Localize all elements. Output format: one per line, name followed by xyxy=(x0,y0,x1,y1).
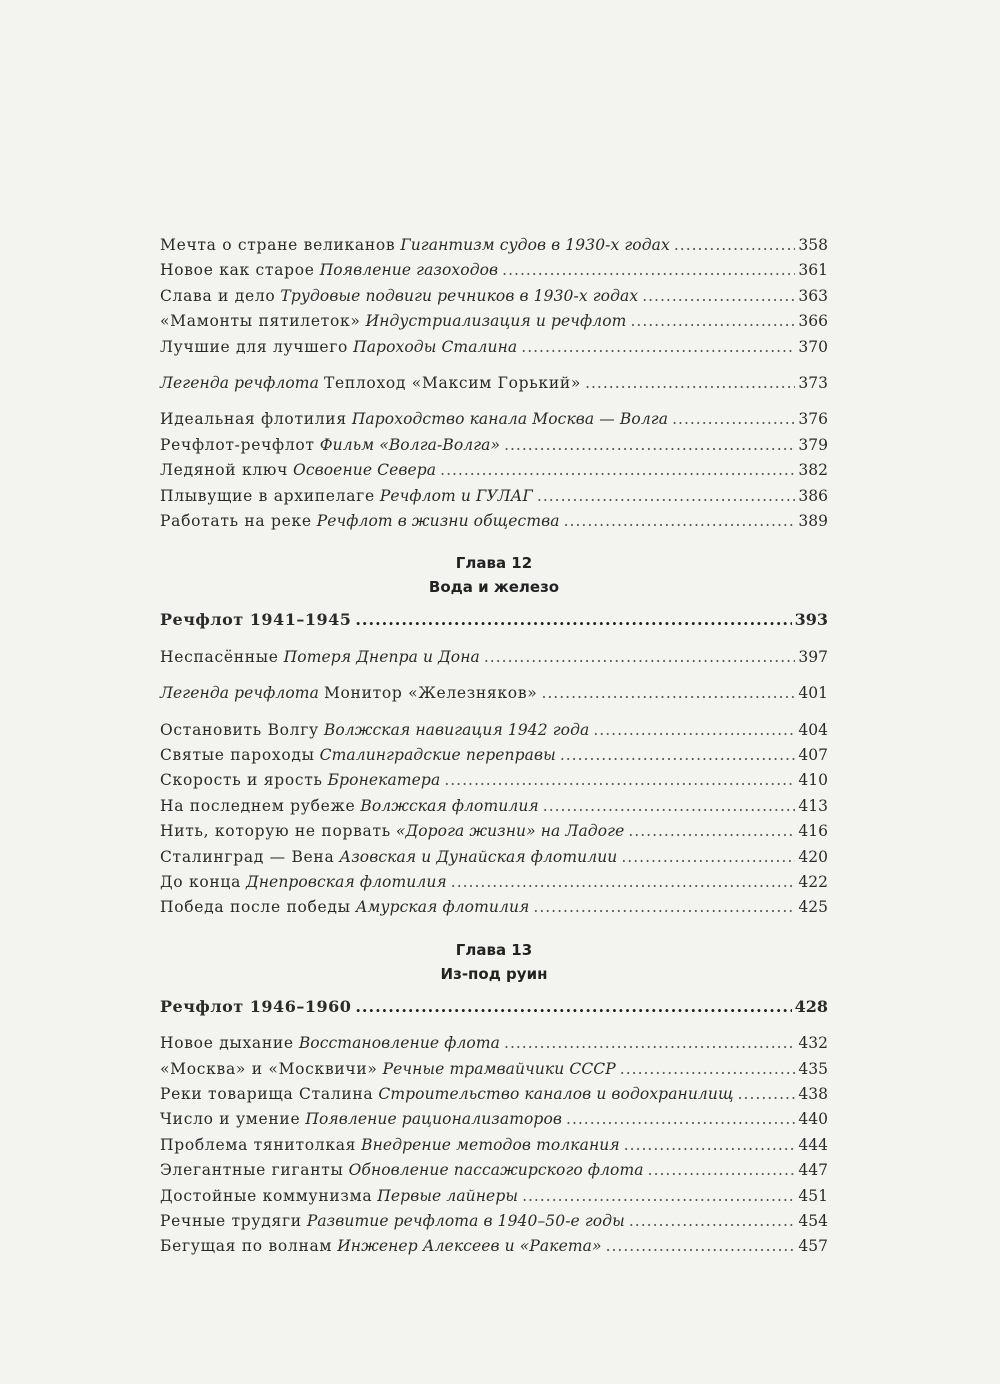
entry-subtitle: Азовская и Дунайская флотилии xyxy=(339,847,618,866)
entry-title: Победа после победы xyxy=(160,898,351,917)
dot-leader xyxy=(440,457,795,483)
toc-entry[interactable] xyxy=(160,508,828,534)
dot-leader xyxy=(533,894,795,920)
entry-subtitle: Освоение Севера xyxy=(293,461,437,480)
dot-leader xyxy=(621,844,795,870)
page-number: 413 xyxy=(798,796,828,815)
entry-title: Новое как старое xyxy=(160,261,315,280)
toc-entry[interactable] xyxy=(160,742,828,768)
entry-subtitle: Речные трамвайчики СССР xyxy=(382,1059,616,1078)
entry-subtitle: Амурская флотилия xyxy=(355,898,530,917)
dot-leader xyxy=(642,283,795,309)
page-number: 376 xyxy=(798,410,828,429)
toc-entry[interactable] xyxy=(160,1030,828,1056)
entry-title: Речфлот-речфлот xyxy=(160,435,315,454)
page-number: 389 xyxy=(798,512,828,530)
entry-subtitle: Появление рационализаторов xyxy=(305,1110,563,1129)
toc-entry[interactable] xyxy=(160,1157,828,1183)
page-number: 382 xyxy=(798,461,828,480)
page-number: 366 xyxy=(798,312,828,331)
entry-title: Теплоход «Максим Горький» xyxy=(323,374,582,392)
chapter-label: Глава 13 xyxy=(455,940,533,959)
toc-entry[interactable] xyxy=(160,1056,828,1082)
toc-entry[interactable] xyxy=(160,257,828,283)
dot-leader xyxy=(738,1081,796,1107)
entry-subtitle: Трудовые подвиги речников в 1930-х годах xyxy=(280,286,639,305)
toc-entry[interactable] xyxy=(160,1081,828,1107)
toc-entry[interactable] xyxy=(160,1106,828,1132)
entry-subtitle: Строительство каналов и водохранилищ xyxy=(378,1085,734,1103)
page-number: 386 xyxy=(798,486,828,505)
entry-subtitle: Индустриализация и речфлот xyxy=(365,312,627,331)
page-number: 393 xyxy=(794,610,828,630)
entry-title: Работать на реке xyxy=(160,512,312,530)
page-number: 422 xyxy=(798,873,828,891)
entry-subtitle: Развитие речфлота в 1940–50-е годы xyxy=(306,1212,625,1230)
toc-entry[interactable] xyxy=(160,483,828,509)
entry-title: Речфлот 1941–1945 xyxy=(160,610,352,630)
dot-leader xyxy=(355,994,791,1020)
dot-leader xyxy=(672,406,795,432)
dot-leader xyxy=(355,607,791,633)
page-number: 363 xyxy=(798,286,828,305)
entry-title: Неспасённые xyxy=(160,647,279,666)
dot-leader xyxy=(620,1056,796,1082)
entry-subtitle: «Дорога жизни» на Ладоге xyxy=(395,822,625,841)
toc-entry[interactable] xyxy=(160,869,828,895)
dot-leader xyxy=(629,1208,796,1234)
page-number: 457 xyxy=(798,1237,828,1256)
chapter-name: Вода и железо xyxy=(428,578,560,597)
dot-leader xyxy=(522,1183,795,1209)
entry-title: Реки товарища Сталина xyxy=(160,1085,374,1103)
entry-title: Идеальная флотилия xyxy=(160,410,347,429)
dot-leader xyxy=(585,370,795,396)
page-number: 444 xyxy=(798,1135,828,1154)
entry-subtitle: Пароходы Сталина xyxy=(353,337,518,356)
entry-title: Сталинград — Вена xyxy=(160,847,335,866)
entry-title: Нить, которую не порвать xyxy=(160,822,391,841)
page-number: 428 xyxy=(794,996,828,1016)
dot-leader xyxy=(541,680,795,706)
page-number: 447 xyxy=(798,1161,828,1180)
dot-leader xyxy=(606,1233,796,1259)
dot-leader xyxy=(451,869,796,895)
chapter-name: Из-под руин xyxy=(440,964,548,983)
dot-leader xyxy=(543,793,796,819)
page-number: 401 xyxy=(798,684,828,703)
page-number: 438 xyxy=(798,1085,828,1103)
dot-leader xyxy=(593,717,795,743)
entry-subtitle: Обновление пассажирского флота xyxy=(348,1161,644,1180)
page-number: 420 xyxy=(798,847,828,866)
toc-entry[interactable] xyxy=(160,793,828,819)
toc-section-entry[interactable] xyxy=(160,994,828,1020)
page-number: 407 xyxy=(798,746,828,764)
toc-entry[interactable] xyxy=(160,308,828,334)
toc-section-entry[interactable] xyxy=(160,607,828,633)
dot-leader xyxy=(521,334,795,360)
entry-subtitle: Гигантизм судов в 1930-х годах xyxy=(400,236,670,254)
entry-subtitle: Волжская флотилия xyxy=(360,796,539,815)
entry-subtitle: Сталинградские переправы xyxy=(319,746,556,764)
toc-entry[interactable] xyxy=(160,370,828,396)
page-number: 358 xyxy=(798,236,828,254)
entry-subtitle: Пароходство канала Москва — Волга xyxy=(351,410,669,429)
entry-title: Лучшие для лучшего xyxy=(160,337,349,356)
entry-title: До конца xyxy=(160,873,242,891)
entry-subtitle: Внедрение методов толкания xyxy=(361,1135,620,1154)
page-number: 361 xyxy=(798,261,828,280)
toc-entry[interactable] xyxy=(160,717,828,743)
chapter-label: Глава 12 xyxy=(455,554,533,573)
entry-title: «Мамонты пятилеток» xyxy=(160,312,361,331)
toc-entry[interactable] xyxy=(160,283,828,309)
toc-entry[interactable] xyxy=(160,894,828,920)
dot-leader xyxy=(504,1030,795,1056)
entry-subtitle: Появление газоходов xyxy=(319,261,499,280)
toc-entry[interactable] xyxy=(160,844,828,870)
entry-subtitle: Легенда речфлота xyxy=(160,684,319,703)
entry-title: Речные трудяги xyxy=(160,1212,302,1230)
entry-title: Плывущие в архипелаге xyxy=(160,486,375,505)
dot-leader xyxy=(674,232,796,258)
entry-subtitle: Фильм «Волга-Волга» xyxy=(319,435,501,454)
toc-entry[interactable] xyxy=(160,1208,828,1234)
entry-subtitle: Днепровская флотилия xyxy=(246,873,447,891)
page-number: 397 xyxy=(798,647,828,666)
toc-entry[interactable] xyxy=(160,818,828,844)
entry-subtitle: Восстановление флота xyxy=(298,1034,501,1053)
toc-entry[interactable] xyxy=(160,680,828,706)
page-number: 435 xyxy=(798,1059,828,1078)
toc-entry[interactable] xyxy=(160,1183,828,1209)
chapter-heading xyxy=(160,551,828,599)
toc-entry[interactable] xyxy=(160,232,828,258)
entry-title: Слава и дело xyxy=(160,286,276,305)
dot-leader xyxy=(484,644,796,670)
dot-leader xyxy=(564,508,796,534)
entry-subtitle: Речфлот в жизни общества xyxy=(316,512,560,530)
toc-entry[interactable] xyxy=(160,1233,828,1259)
entry-title: Ледяной ключ xyxy=(160,461,289,480)
toc-entry[interactable] xyxy=(160,457,828,483)
entry-title: Элегантные гиганты xyxy=(160,1161,344,1180)
toc-entry[interactable] xyxy=(160,1132,828,1158)
entry-title: Скорость и ярость xyxy=(160,771,323,790)
entry-subtitle: Волжская навигация 1942 года xyxy=(323,720,590,739)
dot-leader xyxy=(630,308,795,334)
page-number: 373 xyxy=(798,374,828,392)
page-number: 404 xyxy=(798,720,828,739)
dot-leader xyxy=(648,1157,796,1183)
entry-title: Монитор «Железняков» xyxy=(323,684,538,703)
entry-title: Число и умение xyxy=(160,1110,301,1129)
dot-leader xyxy=(566,1106,795,1132)
page-number: 379 xyxy=(798,435,828,454)
entry-subtitle: Легенда речфлота xyxy=(160,374,319,392)
entry-subtitle: Первые лайнеры xyxy=(377,1186,519,1205)
entry-title: Новое дыхание xyxy=(160,1034,294,1053)
entry-title: Речфлот 1946–1960 xyxy=(160,996,352,1016)
entry-title: Святые пароходы xyxy=(160,746,315,764)
entry-title: На последнем рубеже xyxy=(160,796,356,815)
page-number: 410 xyxy=(798,771,828,790)
entry-subtitle: Речфлот и ГУЛАГ xyxy=(379,486,533,505)
entry-title: Мечта о стране великанов xyxy=(160,236,396,254)
entry-title: «Москва» и «Москвичи» xyxy=(160,1059,378,1078)
entry-subtitle: Бронекатера xyxy=(327,771,441,790)
toc-entry[interactable] xyxy=(160,334,828,360)
page-number: 454 xyxy=(798,1212,828,1230)
toc-entry[interactable] xyxy=(160,432,828,458)
page-number: 440 xyxy=(798,1110,828,1129)
entry-title: Бегущая по волнам xyxy=(160,1237,333,1256)
dot-leader xyxy=(444,767,795,793)
chapter-heading xyxy=(160,938,828,986)
page-number: 432 xyxy=(798,1034,828,1053)
dot-leader xyxy=(628,818,795,844)
entry-title: Достойные коммунизма xyxy=(160,1186,373,1205)
toc-entry[interactable] xyxy=(160,406,828,432)
entry-subtitle: Инженер Алексеев и «Ракета» xyxy=(337,1237,602,1256)
toc-entry[interactable] xyxy=(160,644,828,670)
page-number: 370 xyxy=(798,337,828,356)
dot-leader xyxy=(560,742,796,768)
page-number: 425 xyxy=(798,898,828,917)
page-number: 416 xyxy=(798,822,828,841)
toc-entry[interactable] xyxy=(160,767,828,793)
entry-subtitle: Потеря Днепра и Дона xyxy=(283,647,480,666)
dot-leader xyxy=(624,1132,796,1158)
dot-leader xyxy=(537,483,796,509)
dot-leader xyxy=(504,432,795,458)
dot-leader xyxy=(502,257,795,283)
entry-title: Остановить Волгу xyxy=(160,720,319,739)
entry-title: Проблема тянитолкая xyxy=(160,1135,357,1154)
page-number: 451 xyxy=(798,1186,828,1205)
